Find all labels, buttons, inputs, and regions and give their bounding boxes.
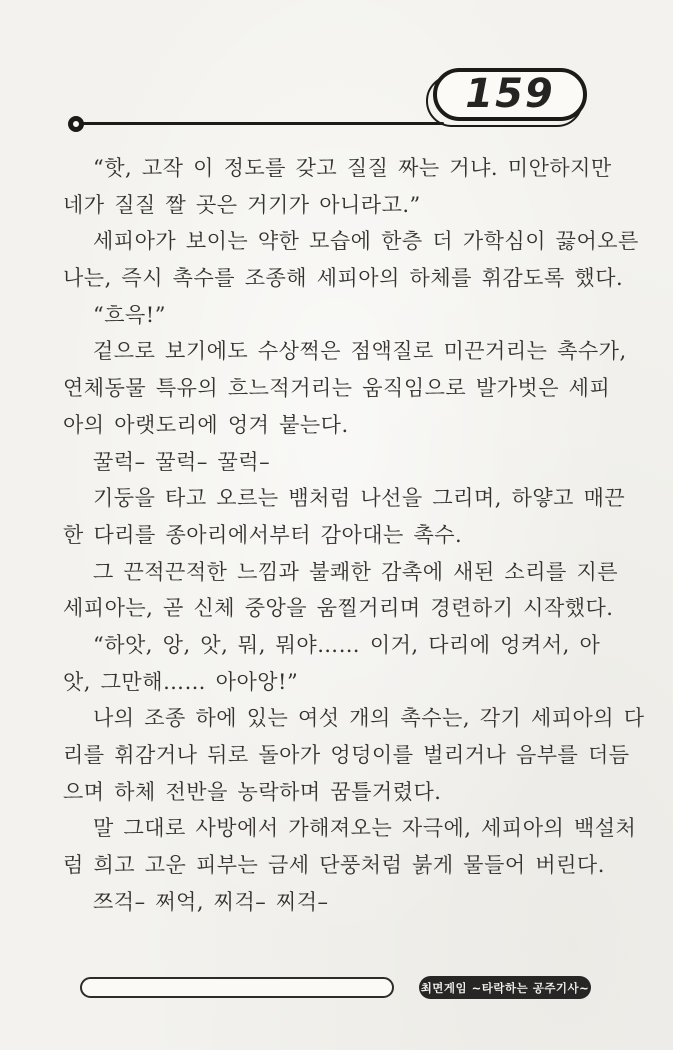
text-line: “하앗, 앙, 앗, 뭐, 뭐야…… 이거, 다리에 엉켜서, 아: [93, 632, 601, 657]
text-line: 겉으로 보기에도 수상쩍은 점액질로 미끈거리는 촉수가,: [93, 339, 627, 364]
text-line: 나는, 즉시 촉수를 조종해 세피아의 하체를 휘감도록 했다.: [63, 266, 624, 291]
text-line: 앗, 그만해…… 아아앙!”: [63, 669, 299, 694]
series-title-badge: [419, 976, 591, 999]
page-number: 159: [465, 70, 555, 117]
text-line: 네가 질질 짤 곳은 거기가 아니라고.”: [63, 192, 421, 217]
text-line: 말 그대로 사방에서 가해져오는 자극에, 세피아의 백설처: [93, 816, 637, 841]
footer-pill-outline: [80, 977, 394, 998]
text-line: 그 끈적끈적한 느낌과 불쾌한 감촉에 새된 소리를 지른: [93, 559, 619, 584]
text-line: 아의 아랫도리에 엉겨 붙는다.: [63, 412, 349, 437]
text-line: “흐윽!”: [93, 302, 166, 327]
text-line: 꿀럭– 꿀럭– 꿀럭–: [93, 449, 271, 474]
text-line: 리를 휘감거나 뒤로 돌아가 엉덩이를 벌리거나 음부를 더듬: [63, 743, 630, 767]
text-line: 한 다리를 종아리에서부터 감아대는 촉수.: [63, 522, 463, 547]
header-rule: [82, 122, 444, 125]
text-line: 세피아는, 곧 신체 중앙을 움찔거리며 경련하기 시작했다.: [63, 596, 614, 621]
body-text: [63, 150, 645, 920]
text-line: 연체동물 특유의 흐느적거리는 움직임으로 발가벗은 세피: [63, 376, 611, 401]
text-line: 으며 하체 전반을 농락하며 꿈틀거렸다.: [63, 779, 442, 804]
series-title: 최면게임 ~타락하는 공주기사~: [420, 980, 590, 995]
page-number-badge: [430, 66, 590, 128]
badge-frame: [433, 68, 587, 121]
text-line: 세피아가 보이는 약한 모습에 한층 더 가학심이 끓어오른: [93, 229, 639, 254]
text-line: 기둥을 타고 오르는 뱀처럼 나선을 그리며, 하얗고 매끈: [93, 486, 626, 511]
text-line: 럼 희고 고운 피부는 금세 단풍처럼 붉게 물들어 버린다.: [63, 853, 605, 878]
text-line: 쯔걱– 쩌억, 찌걱– 찌걱–: [93, 889, 329, 914]
text-line: 나의 조종 하에 있는 여섯 개의 촉수는, 각기 세피아의 다: [93, 706, 645, 731]
text-line: “핫, 고작 이 정도를 갖고 질질 짜는 거냐. 미안하지만: [93, 156, 612, 180]
